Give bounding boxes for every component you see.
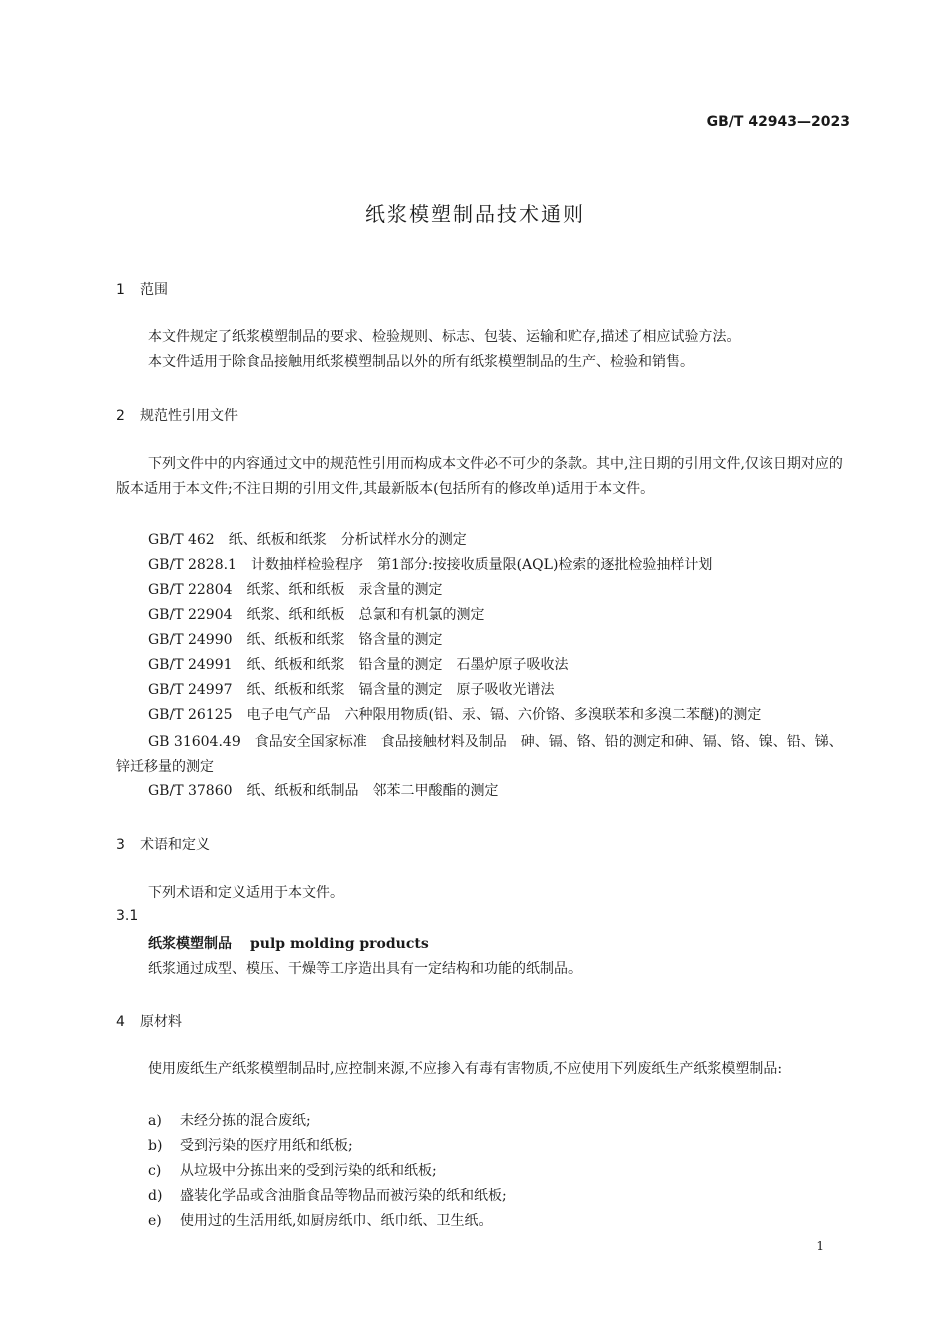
scope-paragraph-1: 本文件规定了纸浆模塑制品的要求、检验规则、标志、包装、运输和贮存,描述了相应试验方法。	[148, 329, 741, 345]
reference-title: 纸、纸板和纸浆 分析试样水分的测定	[228, 532, 467, 548]
list-text: 未经分拣的混合废纸;	[180, 1113, 311, 1129]
reference-item	[148, 579, 443, 599]
list-text: 从垃圾中分拣出来的受到污染的纸和纸板;	[180, 1163, 437, 1179]
materials-intro: 使用废纸生产纸浆模塑制品时,应控制来源,不应掺入有毒有害物质,不应使用下列废纸生产纸浆模塑制品:	[148, 1061, 783, 1077]
section-title: 规范性引用文件	[140, 408, 238, 424]
reference-title: 纸浆、纸和纸板 总氯和有机氯的测定	[246, 607, 485, 623]
reference-title: 纸、纸板和纸浆 镉含量的测定 原子吸收光谱法	[246, 682, 555, 698]
reference-item	[148, 554, 712, 574]
reference-item	[148, 704, 761, 724]
reference-item	[116, 730, 850, 780]
reference-code: GB/T 22904	[148, 607, 233, 623]
term-definition: 纸浆通过成型、模压、干燥等工序造出具有一定结构和功能的纸制品。	[148, 961, 582, 977]
reference-title: 纸浆、纸和纸板 汞含量的测定	[246, 582, 443, 598]
list-marker: b)	[148, 1138, 163, 1154]
reference-title: 纸、纸板和纸制品 邻苯二甲酸酯的测定	[246, 783, 499, 799]
list-item	[148, 1160, 437, 1180]
term-entry	[148, 933, 429, 953]
reference-item	[148, 654, 569, 674]
list-marker: c)	[148, 1163, 162, 1179]
reference-title: 纸、纸板和纸浆 铬含量的测定	[246, 632, 443, 648]
scope-paragraph-2: 本文件适用于除食品接触用纸浆模塑制品以外的所有纸浆模塑制品的生产、检验和销售。	[148, 354, 694, 370]
reference-title: 电子电气产品 六种限用物质(铅、汞、镉、六价铬、多溴联苯和多溴二苯醚)的测定	[246, 707, 762, 723]
document-number: GB/T 42943—2023	[706, 114, 850, 130]
list-item	[148, 1210, 492, 1230]
section-number: 3	[116, 837, 125, 853]
list-text: 使用过的生活用纸,如厨房纸巾、纸巾纸、卫生纸。	[180, 1213, 493, 1229]
section-heading-terms	[116, 834, 210, 854]
reference-item	[148, 629, 443, 649]
reference-code: GB/T 26125	[148, 707, 233, 723]
reference-item	[148, 529, 467, 549]
term-english: pulp molding products	[250, 936, 429, 952]
list-marker: e)	[148, 1213, 162, 1229]
reference-item	[148, 679, 555, 699]
section-title: 原材料	[140, 1014, 182, 1030]
reference-code: GB/T 24990	[148, 632, 233, 648]
term-chinese: 纸浆模塑制品	[148, 936, 232, 952]
reference-title: 计数抽样检验程序 第1部分:按接收质量限(AQL)检索的逐批检验抽样计划	[250, 557, 713, 573]
reference-code: GB/T 22804	[148, 582, 233, 598]
list-item	[148, 1185, 507, 1205]
section-number: 1	[116, 282, 125, 298]
reference-code: GB/T 24997	[148, 682, 233, 698]
list-item	[148, 1135, 353, 1155]
list-item	[148, 1110, 311, 1130]
reference-code: GB/T 24991	[148, 657, 233, 673]
reference-code: GB/T 2828.1	[148, 557, 237, 573]
reference-title: 食品安全国家标准 食品接触材料及制品 砷、镉、铬、铅的测定和砷、镉、铬、镍、铅、锑、锌迁移量的测定	[116, 734, 843, 775]
section-number: 4	[116, 1014, 125, 1030]
page-number: 1	[816, 1239, 824, 1253]
reference-code: GB/T 37860	[148, 783, 233, 799]
reference-item	[148, 604, 485, 624]
page-title: 纸浆模塑制品技术通则	[365, 202, 585, 226]
section-heading-normative	[116, 405, 238, 425]
section-title: 术语和定义	[140, 837, 210, 853]
terms-intro: 下列术语和定义适用于本文件。	[148, 885, 344, 901]
reference-item	[148, 780, 499, 800]
list-text: 受到污染的医疗用纸和纸板;	[180, 1138, 353, 1154]
reference-code: GB/T 462	[148, 532, 215, 548]
section-number: 2	[116, 408, 125, 424]
reference-code: GB 31604.49	[148, 734, 241, 750]
list-marker: a)	[148, 1113, 162, 1129]
term-number: 3.1	[116, 908, 139, 924]
reference-title: 纸、纸板和纸浆 铅含量的测定 石墨炉原子吸收法	[246, 657, 569, 673]
list-marker: d)	[148, 1188, 163, 1204]
list-text: 盛装化学品或含油脂食品等物品而被污染的纸和纸板;	[180, 1188, 507, 1204]
normative-intro: 下列文件中的内容通过文中的规范性引用而构成本文件必不可少的条款。其中,注日期的引用文件,仅该日期对应的版本适用于本文件;不注日期的引用文件,其最新版本(包括所有的修改单)适用于本文件。	[116, 456, 843, 497]
section-heading-materials	[116, 1011, 182, 1031]
section-title: 范围	[140, 282, 168, 298]
section-heading-scope	[116, 279, 168, 299]
